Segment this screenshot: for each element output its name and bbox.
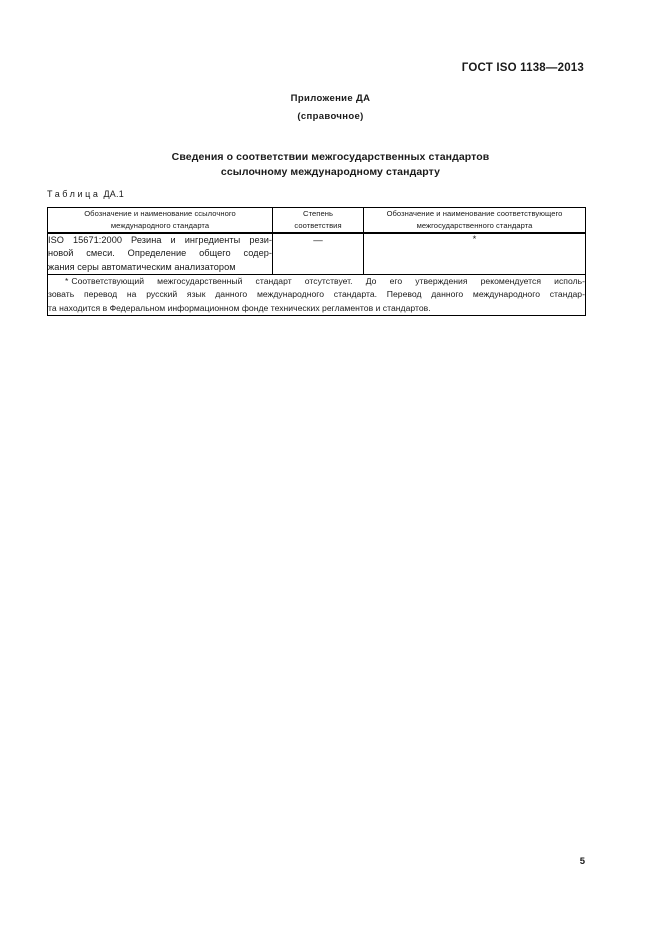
table-row	[48, 233, 586, 275]
table-header-reference-standard	[48, 208, 273, 234]
cell-reference-standard	[48, 233, 273, 275]
table-footnote-row	[48, 275, 586, 316]
table-header-reference-standard-line-1: Обозначение и наименование ссылочного	[84, 209, 236, 218]
cell-reference-standard-line-2: новой смеси. Определение общего содер-	[48, 248, 272, 259]
table-caption-number: ДА.1	[103, 189, 124, 199]
appendix-block	[0, 92, 661, 124]
table-header-corresponding-standard	[364, 208, 586, 234]
table-caption	[47, 188, 124, 200]
cell-reference-standard-line-3: жания серы автоматическим анализатором	[48, 261, 236, 272]
table-caption-label: Таблица	[47, 189, 101, 199]
appendix-title: Приложение ДА	[290, 93, 371, 104]
cell-corresponding-standard: *	[364, 233, 586, 275]
table-header-degree-of-conformity-line-2: соответствия	[294, 221, 342, 230]
footnote-marker: *	[65, 276, 69, 287]
conformity-table	[47, 207, 586, 316]
table-footnote-line-2: зовать перевод на русский язык данного международного стандарта. Перевод данного международного стандар-	[48, 289, 585, 300]
page-title-line-2: ссылочному международному стандарту	[220, 166, 441, 178]
table-header-corresponding-standard-line-2: межгосударственного стандарта	[416, 221, 533, 230]
table-footnote-line-1-text: Соответствующий межгосударственный стандарт отсутствует. До его утверждения рекомендуется исполь-	[71, 276, 585, 287]
page-number: 5	[579, 856, 585, 867]
document-header-standard-number: ГОСТ ISO 1138—2013	[461, 62, 584, 74]
table-footnote	[48, 275, 586, 316]
appendix-subtitle: (справочное)	[297, 111, 364, 122]
cell-degree-of-conformity: —	[273, 233, 364, 275]
table-header-degree-of-conformity	[273, 208, 364, 234]
table-header-degree-of-conformity-line-1: Степень	[303, 209, 333, 218]
table-footnote-line-1	[48, 275, 585, 288]
table-header-corresponding-standard-line-1: Обозначение и наименование соответствующего	[386, 209, 563, 218]
page-title-line-1: Сведения о соответствии межгосударственных стандартов	[171, 151, 490, 163]
page-title	[70, 150, 591, 180]
table-footnote-line-3: та находится в Федеральном информационном фонде технических регламентов и стандартов.	[48, 302, 431, 313]
cell-reference-standard-line-1: ISO 15671:2000 Резина и ингредиенты рези-	[48, 235, 272, 245]
table-header-reference-standard-line-2: международного стандарта	[110, 221, 210, 230]
table-header-row	[48, 208, 586, 234]
